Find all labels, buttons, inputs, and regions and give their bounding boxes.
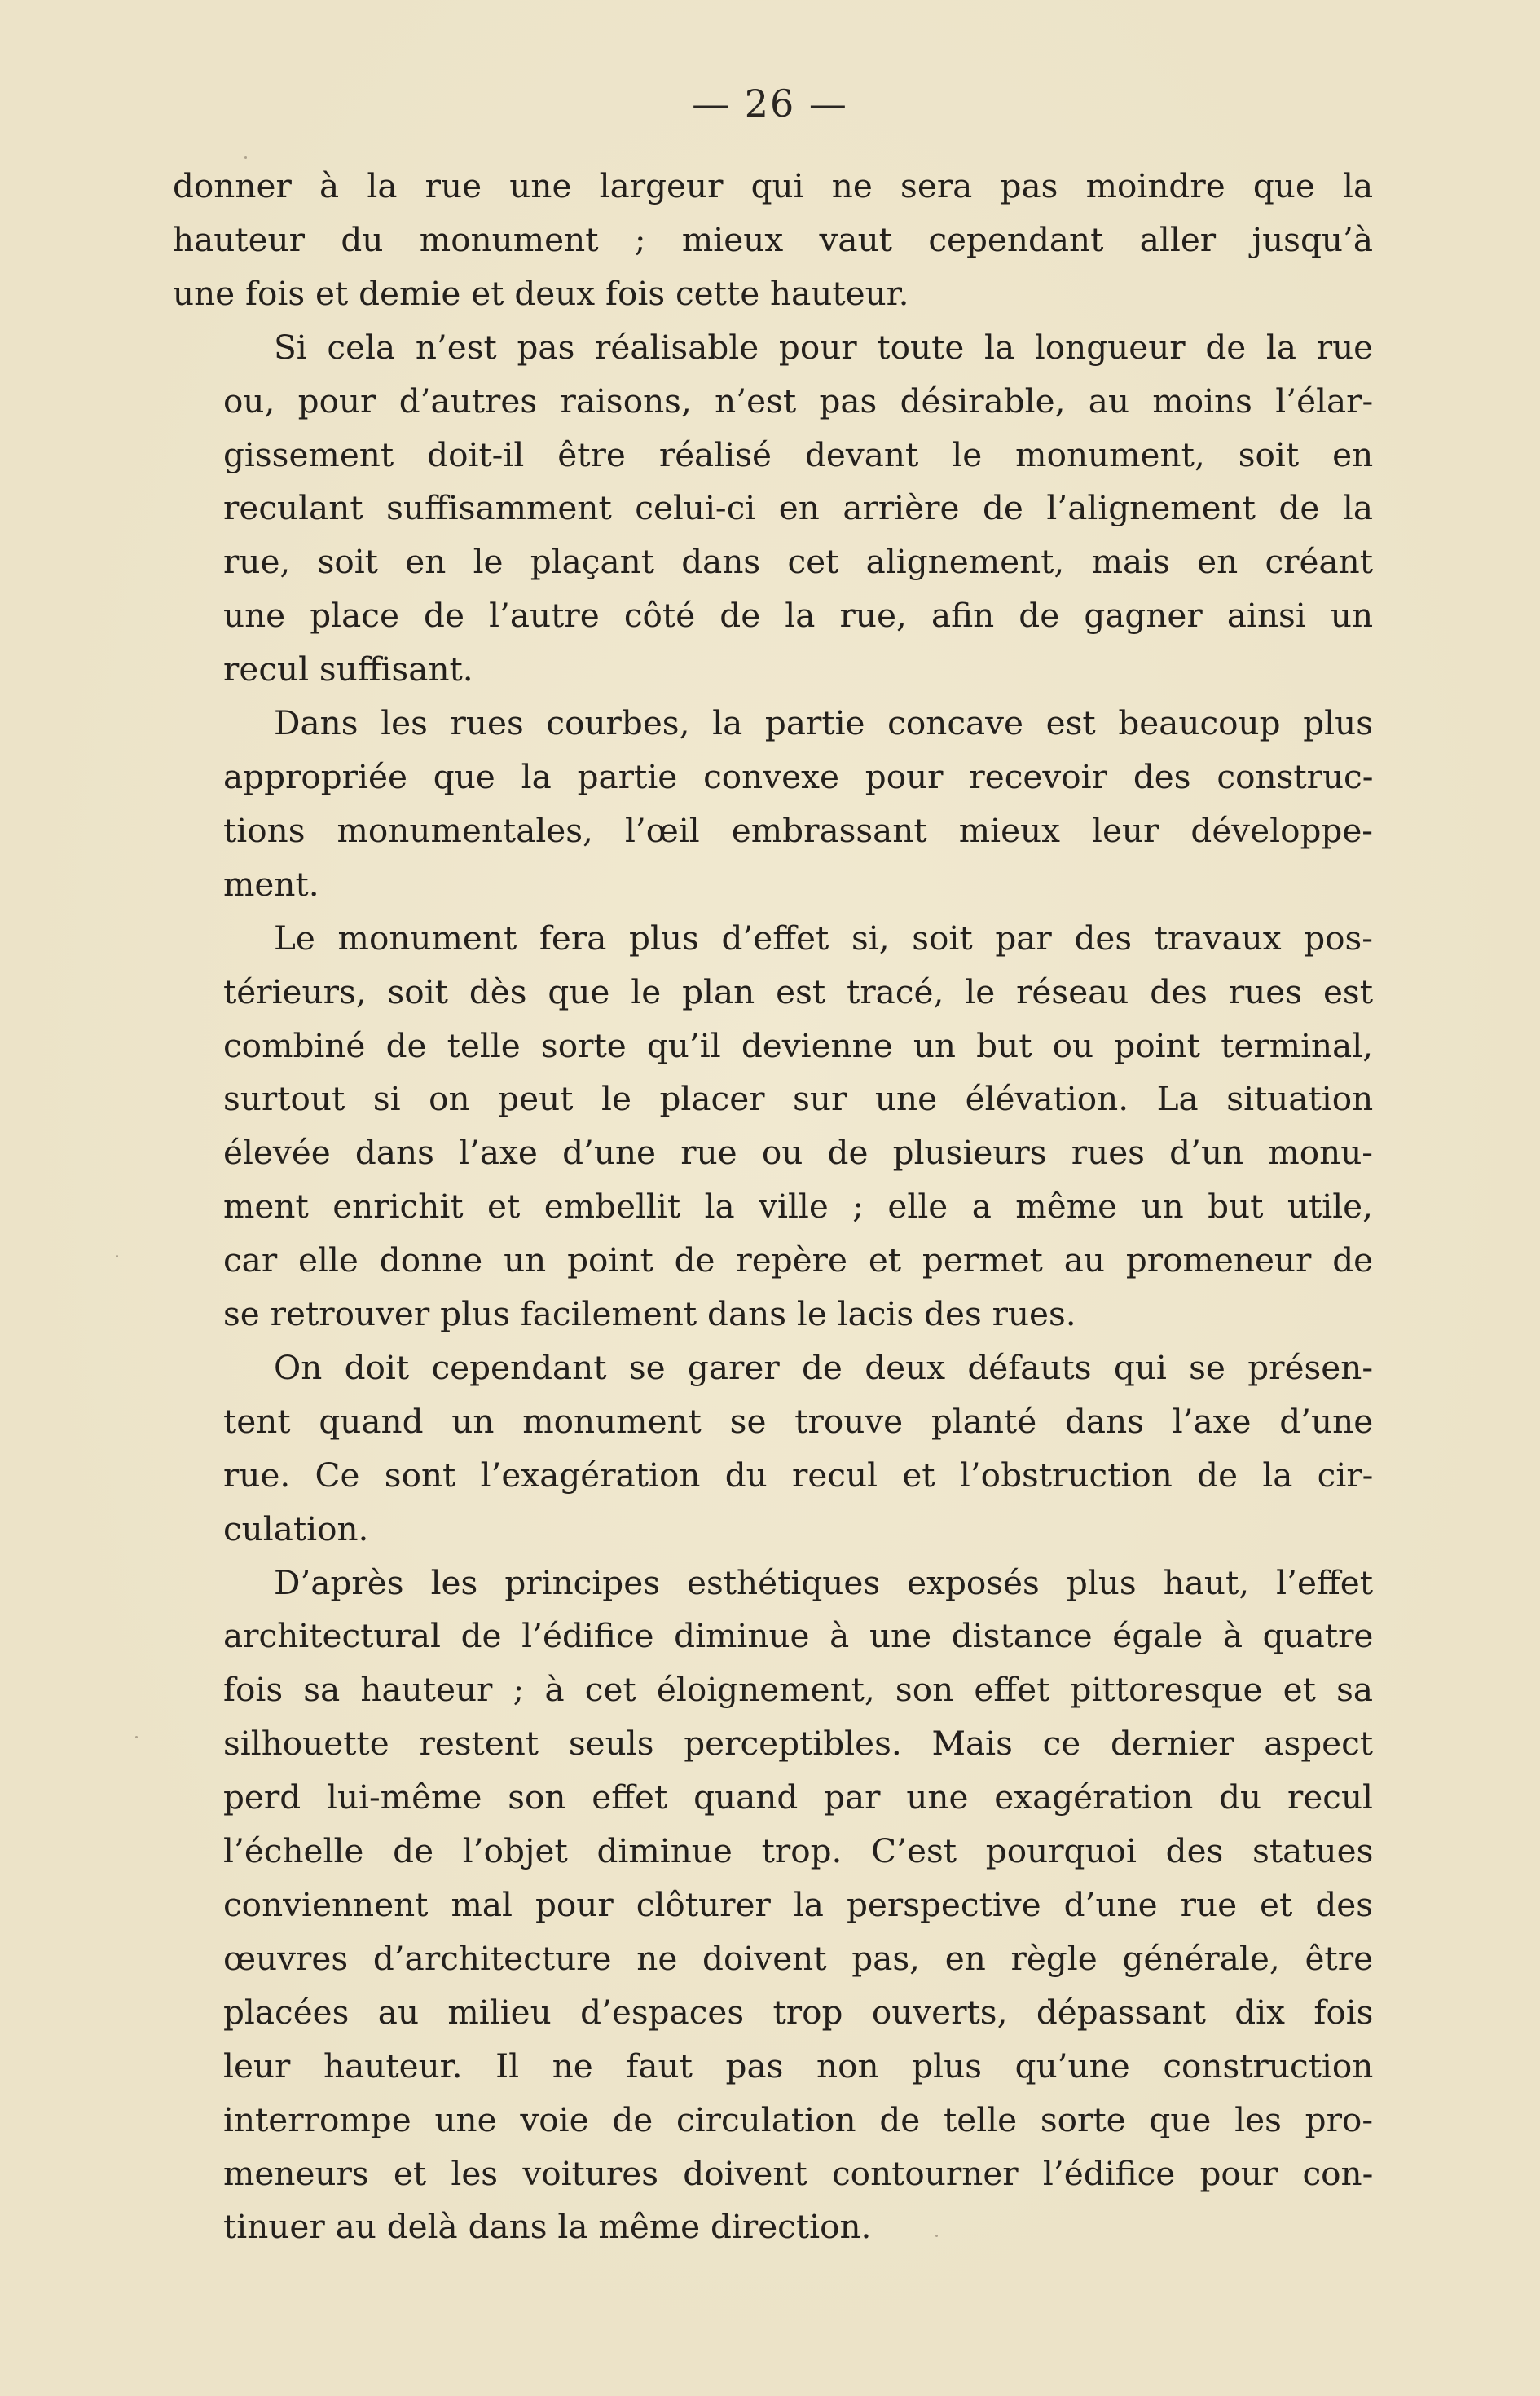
text-line: meneurs et les voitures doivent contourner l’édifice pour con- (223, 2153, 1373, 2193)
text-line: appropriée que la partie convexe pour recevoir des construc- (223, 756, 1373, 796)
text-line: tions monumentales, l’œil embrassant mieux leur développe- (223, 810, 1373, 850)
text-line: œuvres d’architecture ne doivent pas, en règle générale, être (223, 1938, 1373, 1978)
text-line: leur hauteur. Il ne faut pas non plus qu’une construction (223, 2046, 1373, 2085)
text-line: Le monument fera plus d’effet si, soit par des travaux pos- (274, 918, 1373, 958)
paragraph (173, 1341, 1373, 1557)
text-line: combiné de telle sorte qu’il devienne un but ou point terminal, (223, 1025, 1373, 1065)
text-line: se retrouver plus facilement dans le lacis des rues. (223, 1294, 1076, 1334)
paper-speck (116, 1255, 118, 1257)
text-line: culation. (223, 1509, 369, 1548)
paragraph (173, 912, 1373, 1341)
paragraph (173, 697, 1373, 912)
text-line: car elle donne un point de repère et permet au promeneur de (223, 1240, 1373, 1280)
text-line: hauteur du monument ; mieux vaut cependant aller jusqu’à (173, 219, 1373, 259)
text-line: surtout si on peut le placer sur une élévation. La situation (223, 1079, 1373, 1119)
text-line: On doit cependant se garer de deux défauts qui se présen- (274, 1347, 1373, 1387)
text-line: recul suffisant. (223, 650, 473, 689)
text-line: rue. Ce sont l’exagération du recul et l’obstruction de la cir- (223, 1455, 1373, 1495)
body-text (173, 160, 1373, 2254)
text-line: ment. (223, 864, 319, 904)
text-line: donner à la rue une largeur qui ne sera pas moindre que la (173, 166, 1373, 205)
text-line: ment enrichit et embellit la ville ; elle a même un but utile, (223, 1187, 1373, 1227)
paragraph (173, 1557, 1373, 2255)
text-line: Si cela n’est pas réalisable pour toute la longueur de la rue (274, 327, 1373, 367)
text-line: fois sa hauteur ; à cet éloignement, son effet pittoresque et sa (223, 1670, 1373, 1710)
text-line: gissement doit-il être réalisé devant le monument, soit en (223, 434, 1373, 474)
paper-speck (244, 156, 247, 159)
text-line: tinuer au delà dans la même direction. (223, 2207, 872, 2247)
text-line: une place de l’autre côté de la rue, afin de gagner ainsi un (223, 596, 1373, 636)
text-line: placées au milieu d’espaces trop ouverts, dépassant dix fois (223, 1992, 1373, 2032)
text-line: perd lui-même son effet quand par une exagération du recul (223, 1777, 1373, 1817)
paper-speck (935, 2235, 938, 2237)
text-line: l’échelle de l’objet diminue trop. C’est pourquoi des statues (223, 1831, 1373, 1871)
paper-speck (135, 1736, 138, 1738)
paragraph (173, 160, 1373, 321)
text-line: tent quand un monument se trouve planté dans l’axe d’une (223, 1401, 1373, 1441)
text-line: rue, soit en le plaçant dans cet alignement, mais en créant (223, 542, 1373, 582)
text-line: reculant suffisamment celui-ci en arrière de l’alignement de la (223, 488, 1373, 528)
text-line: D’après les principes esthétiques exposés plus haut, l’effet (274, 1562, 1373, 1602)
text-line: silhouette restent seuls perceptibles. Mais ce dernier aspect (223, 1724, 1373, 1764)
text-line: ou, pour d’autres raisons, n’est pas désirable, au moins l’élar- (223, 381, 1373, 421)
paragraph (173, 321, 1373, 697)
text-line: élevée dans l’axe d’une rue ou de plusieurs rues d’un monu- (223, 1133, 1373, 1173)
text-line: Dans les rues courbes, la partie concave est beaucoup plus (274, 703, 1373, 743)
page-number: — 26 — (692, 81, 848, 126)
text-line: une fois et demie et deux fois cette hauteur. (173, 273, 909, 313)
text-line: conviennent mal pour clôturer la perspective d’une rue et des (223, 1885, 1373, 1924)
text-line: térieurs, soit dès que le plan est tracé, le réseau des rues est (223, 971, 1373, 1011)
text-line: interrompe une voie de circulation de telle sorte que les pro- (223, 2099, 1373, 2139)
text-line: architectural de l’édifice diminue à une distance égale à quatre (223, 1616, 1373, 1656)
